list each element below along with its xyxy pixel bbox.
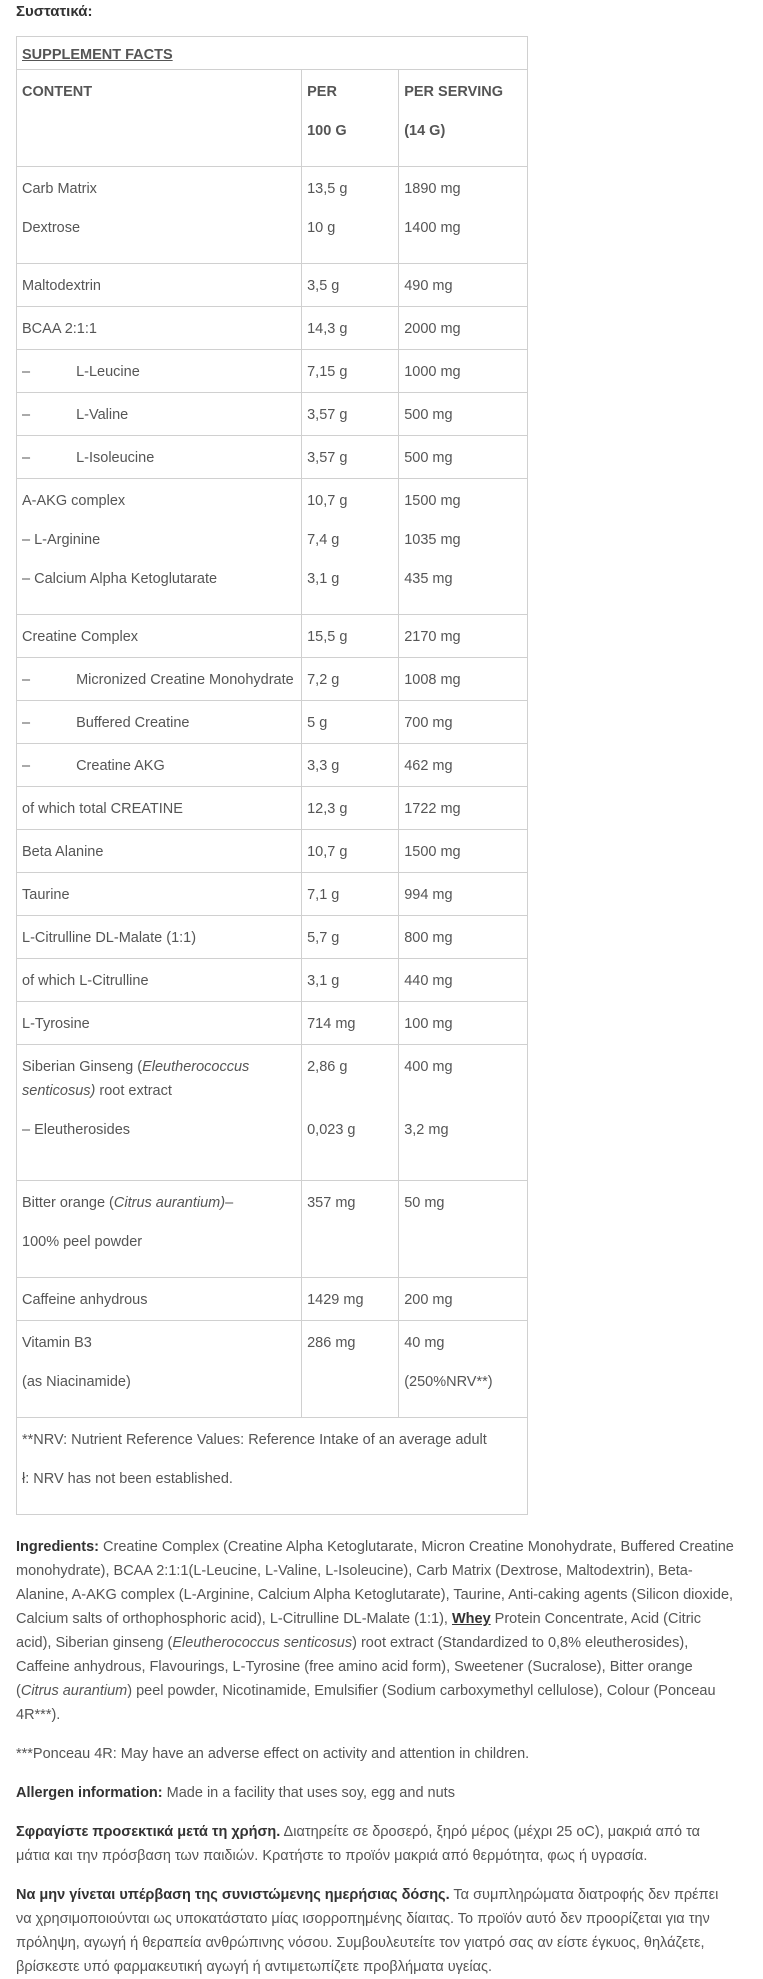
table-row bbox=[17, 1278, 528, 1321]
whey-allergen: Whey bbox=[451, 1611, 491, 1627]
ingredients-label: Ingredients: bbox=[16, 1539, 99, 1555]
row-content: BCAA 2:1:1 bbox=[17, 307, 302, 350]
table-row bbox=[17, 1321, 528, 1418]
row-content: Beta Alanine bbox=[17, 830, 302, 873]
nrv-note: **NRV: Nutrient Reference Values: Reference Intake of an average adult bbox=[22, 1432, 487, 1448]
table-row bbox=[17, 658, 528, 701]
table-row bbox=[17, 701, 528, 744]
table-row bbox=[17, 1045, 528, 1181]
row-per-100g: 12,3 g bbox=[302, 787, 399, 830]
row-per-100g: 357 mg bbox=[302, 1181, 399, 1278]
nrv-not-established-note: ł: NRV has not been established. bbox=[22, 1471, 233, 1487]
header-per-100g: PER 100 G bbox=[302, 70, 399, 167]
row-content: – L-Valine bbox=[17, 393, 302, 436]
row-content: Caffeine anhydrous bbox=[17, 1278, 302, 1321]
table-row bbox=[17, 615, 528, 658]
row-content: of which total CREATINE bbox=[17, 787, 302, 830]
table-row bbox=[17, 830, 528, 873]
row-per-serving: 1000 mg bbox=[399, 350, 528, 393]
allergen-paragraph: Allergen information: Made in a facility that uses soy, egg and nuts bbox=[16, 1785, 455, 1801]
row-per-serving: 40 mg (250%NRV**) bbox=[399, 1321, 528, 1418]
row-per-100g: 286 mg bbox=[302, 1321, 399, 1418]
row-per-100g: 3,57 g bbox=[302, 393, 399, 436]
row-content: Siberian Ginseng (Eleutherococcus senticosus) root extract – Eleutherosides bbox=[17, 1045, 302, 1181]
table-row bbox=[17, 307, 528, 350]
row-per-serving: 1500 mg 1035 mg 435 mg bbox=[399, 479, 528, 615]
row-per-serving: 200 mg bbox=[399, 1278, 528, 1321]
table-header-row bbox=[17, 70, 528, 167]
row-per-100g: 1429 mg bbox=[302, 1278, 399, 1321]
table-row bbox=[17, 1181, 528, 1278]
row-per-serving: 800 mg bbox=[399, 916, 528, 959]
dosage-label: Να μην γίνεται υπέρβαση της συνιστώμενης ημερήσιας δόσης. bbox=[16, 1887, 450, 1903]
row-content: L-Citrulline DL-Malate (1:1) bbox=[17, 916, 302, 959]
row-per-serving: 440 mg bbox=[399, 959, 528, 1002]
table-row bbox=[17, 393, 528, 436]
row-per-100g: 5 g bbox=[302, 701, 399, 744]
section-heading: Συστατικά: bbox=[16, 3, 93, 20]
table-title: SUPPLEMENT FACTS bbox=[17, 37, 528, 70]
row-content: of which L-Citrulline bbox=[17, 959, 302, 1002]
row-content: – Creatine AKG bbox=[17, 744, 302, 787]
row-per-100g: 10,7 g bbox=[302, 830, 399, 873]
row-content: Carb Matrix Dextrose bbox=[17, 167, 302, 264]
row-per-serving: 994 mg bbox=[399, 873, 528, 916]
row-per-100g: 10,7 g 7,4 g 3,1 g bbox=[302, 479, 399, 615]
row-content: – L-Isoleucine bbox=[17, 436, 302, 479]
row-per-100g: 7,2 g bbox=[302, 658, 399, 701]
row-per-serving: 462 mg bbox=[399, 744, 528, 787]
row-per-serving: 700 mg bbox=[399, 701, 528, 744]
ingredients-paragraph: Ingredients: Creatine Complex (Creatine Alpha Ketoglutarate, Micron Creatine Monohydrate, Buffered Creatine monohydrate), BCAA 2:1:1(L-Leucine, L-Valine, L-Isoleucine), Carb Matrix (Dextrose, Maltodextrin), Beta-Alanine, A-AKG complex (L-Arginine, Calcium Alpha Ketoglutarate), Taurine, Anti-caking agents (Silicon dioxide, Calcium salts of orthophosphoric acid), L-Citrulline DL-Malate (1:1), Whey Protein Concentrate, Acid (Citric acid), Siberian ginseng (Eleutherococcus senticosus) root extract (Standardized to 0,8% eleutherosides), Caffeine anhydrous, Flavourings, L-Tyrosine (free amino acid form), Sweetener (Sucralose), Bitter orange (Citrus aurantium) peel powder, Nicotinamide, Emulsifier (Sodium carboxymethyl cellulose), Colour (Ponceau 4R***). bbox=[16, 1539, 734, 1723]
row-content: – L-Leucine bbox=[17, 350, 302, 393]
row-content: Taurine bbox=[17, 873, 302, 916]
row-per-100g: 15,5 g bbox=[302, 615, 399, 658]
row-content: – Micronized Creatine Monohydrate bbox=[17, 658, 302, 701]
dosage-paragraph: Να μην γίνεται υπέρβαση της συνιστώμενης ημερήσιας δόσης. Τα συμπληρώματα διατροφής δεν πρέπει να χρησιμοποιούνται ως υποκατάστατο μίας ισορροπημένης δίαιτας. Το προϊόν αυτό δεν προορίζεται για την πρόληψη, αγωγή ή θεραπεία ανθρώπινης νόσου. Συμβουλευτείτε τον γιατρό σας αν είστε έγκυος, θηλάζετε, βρίσκεστε υπό φαρμακευτική αγωγή ή αντιμετωπίζετε προβλήματα υγείας. bbox=[16, 1887, 719, 1975]
row-per-serving: 500 mg bbox=[399, 393, 528, 436]
allergen-label: Allergen information: bbox=[16, 1785, 163, 1801]
row-content: Creatine Complex bbox=[17, 615, 302, 658]
table-title-row bbox=[17, 37, 528, 70]
table-row bbox=[17, 479, 528, 615]
table-row bbox=[17, 787, 528, 830]
table-row bbox=[17, 350, 528, 393]
row-per-100g: 3,5 g bbox=[302, 264, 399, 307]
storage-label: Σφραγίστε προσεκτικά μετά τη χρήση. bbox=[16, 1824, 281, 1840]
row-content: Bitter orange (Citrus aurantium)– 100% peel powder bbox=[17, 1181, 302, 1278]
row-per-serving: 1008 mg bbox=[399, 658, 528, 701]
row-per-serving: 100 mg bbox=[399, 1002, 528, 1045]
storage-paragraph: Σφραγίστε προσεκτικά μετά τη χρήση. Διατηρείτε σε δροσερό, ξηρό μέρος (μέχρι 25 oC), μακριά από τα μάτια και την πρόσβαση των παιδιών. Κρατήστε το προϊόν μακριά από θερμότητα, φως ή υγρασία. bbox=[16, 1824, 701, 1864]
header-per-serving: PER SERVING (14 G) bbox=[399, 70, 528, 167]
row-per-100g: 3,57 g bbox=[302, 436, 399, 479]
row-per-100g: 3,1 g bbox=[302, 959, 399, 1002]
table-notes-row bbox=[17, 1418, 528, 1515]
row-per-serving: 500 mg bbox=[399, 436, 528, 479]
row-per-100g: 13,5 g 10 g bbox=[302, 167, 399, 264]
table-row bbox=[17, 1002, 528, 1045]
row-per-serving: 1722 mg bbox=[399, 787, 528, 830]
header-content: CONTENT bbox=[17, 70, 302, 167]
row-per-serving: 50 mg bbox=[399, 1181, 528, 1278]
row-per-100g: 2,86 g 0,023 g bbox=[302, 1045, 399, 1181]
row-content: Maltodextrin bbox=[17, 264, 302, 307]
supplement-facts-table bbox=[16, 36, 528, 1515]
row-per-serving: 2170 mg bbox=[399, 615, 528, 658]
row-per-100g: 7,1 g bbox=[302, 873, 399, 916]
ponceau-warning: ***Ponceau 4R: May have an adverse effect on activity and attention in children. bbox=[16, 1746, 530, 1762]
table-row bbox=[17, 873, 528, 916]
table-row bbox=[17, 959, 528, 1002]
table-row bbox=[17, 916, 528, 959]
row-content: – Buffered Creatine bbox=[17, 701, 302, 744]
row-per-serving: 1500 mg bbox=[399, 830, 528, 873]
row-content: L-Tyrosine bbox=[17, 1002, 302, 1045]
row-per-100g: 7,15 g bbox=[302, 350, 399, 393]
row-per-100g: 14,3 g bbox=[302, 307, 399, 350]
row-per-serving: 400 mg 3,2 mg bbox=[399, 1045, 528, 1181]
row-per-serving: 1890 mg 1400 mg bbox=[399, 167, 528, 264]
table-row bbox=[17, 167, 528, 264]
row-per-100g: 5,7 g bbox=[302, 916, 399, 959]
row-per-100g: 714 mg bbox=[302, 1002, 399, 1045]
row-content: A-AKG complex – L-Arginine – Calcium Alpha Ketoglutarate bbox=[17, 479, 302, 615]
table-row bbox=[17, 436, 528, 479]
row-content: Vitamin B3 (as Niacinamide) bbox=[17, 1321, 302, 1418]
table-row bbox=[17, 264, 528, 307]
row-per-serving: 2000 mg bbox=[399, 307, 528, 350]
row-per-100g: 3,3 g bbox=[302, 744, 399, 787]
table-notes bbox=[17, 1418, 528, 1515]
table-row bbox=[17, 744, 528, 787]
row-per-serving: 490 mg bbox=[399, 264, 528, 307]
